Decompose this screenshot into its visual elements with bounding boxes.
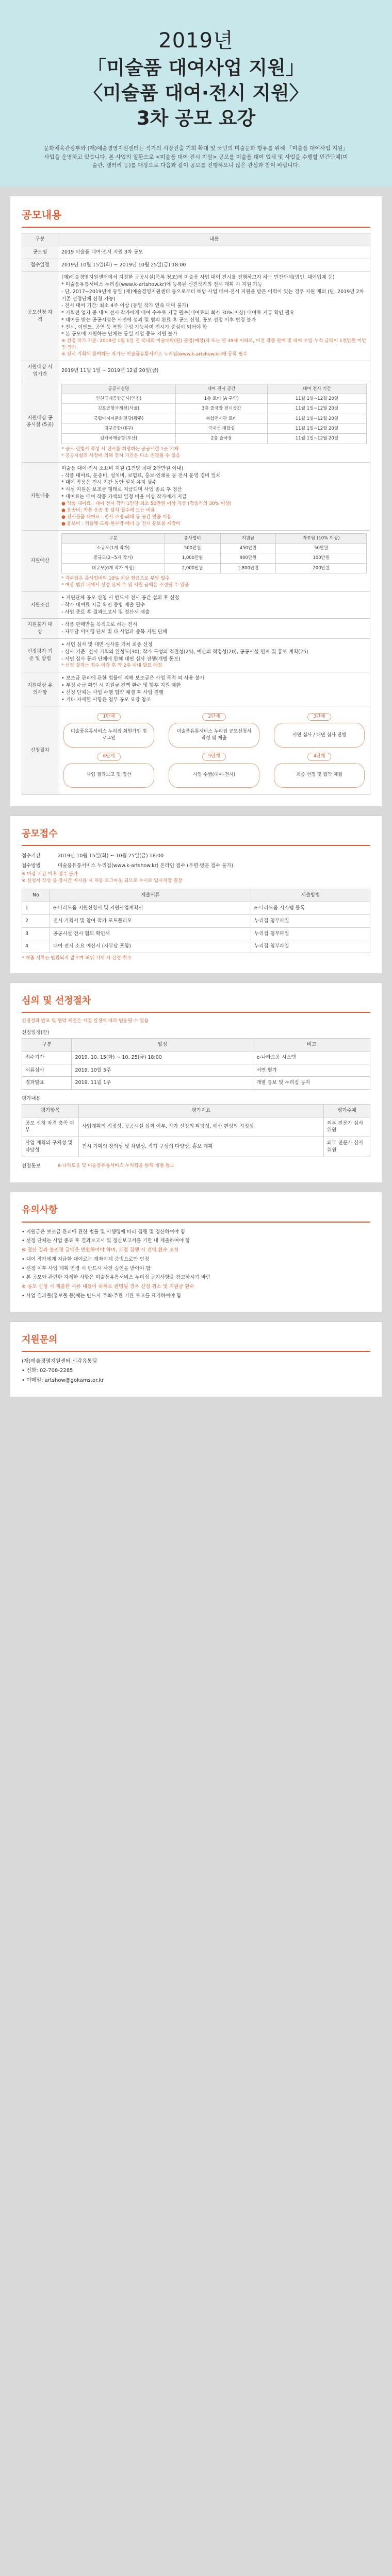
cell: 11월 1일~12월 20일 bbox=[267, 404, 366, 414]
table-row bbox=[22, 902, 370, 915]
row-value bbox=[58, 592, 370, 619]
cell: 50만원 bbox=[276, 544, 367, 553]
process-step bbox=[63, 753, 154, 787]
table-row bbox=[62, 563, 367, 573]
cell: 누리집 첨부파일 bbox=[251, 914, 370, 927]
cell: 11월 1일~12월 20일 bbox=[267, 414, 366, 423]
note-line: * 공모 신청서 작성 시 전시를 희망하는 공공시설 1곳 기재 * 공공시설의 사정에 의해 전시 기간은 다소 변경될 수 있음 bbox=[61, 446, 181, 459]
table-row bbox=[22, 1137, 370, 1157]
cell: 서류심사 bbox=[22, 1064, 72, 1077]
row-key: 공모신청 자격 bbox=[22, 272, 58, 361]
step-label: 4단계 bbox=[307, 753, 331, 760]
note-item: • 사업 결과물(홍보물 등)에는 반드시 주최·주관 기관 로고를 표기하여야 함 bbox=[22, 1293, 182, 1299]
step-label: 2단계 bbox=[202, 713, 225, 721]
note-item: • 선정 단체는 사업 종료 후 결과보고서 및 정산보고서를 기한 내 제출하여야 함 bbox=[22, 1238, 190, 1244]
evaluation-table bbox=[22, 1104, 370, 1157]
text-line: • 기타 자세한 사항은 첨부 공모 요강 참조 bbox=[61, 697, 151, 703]
row-value bbox=[58, 462, 370, 530]
note-line: * 제출 서류는 반환되지 않으며 허위 기재 시 선정 취소 bbox=[22, 956, 132, 961]
step-text: 최종 선정 및 협약 체결 bbox=[274, 763, 365, 788]
cell: 외부 전문가 심사위원 bbox=[324, 1137, 370, 1157]
note-line: * 자부담은 총사업비의 10% 이상 현금으로 부담 필수 * 예산 범위 내에서 선정 단체 수 및 지원 금액은 조정될 수 있음 bbox=[61, 576, 189, 588]
row-key: 지원예산 bbox=[22, 530, 58, 591]
text-line: * 본 공모에 지원하는 단체는 동일 사업 중복 지원 불가 bbox=[61, 331, 177, 337]
text-line: - 전시 대여 기간: 최소 4주 이상 (동일 작가 연속 대여 불가) bbox=[61, 303, 189, 309]
note-line: 선정결과 발표 및 협약 체결은 사업 일정에 따라 변동될 수 있음 bbox=[22, 1019, 149, 1024]
text-line: * 미술품유통서비스 누리집(www.k-artshow.kr)에 등록된 신진작가의 전시 계획 시 지원 가능 bbox=[61, 282, 263, 288]
cell: 1,800만원 bbox=[220, 563, 276, 573]
table-row bbox=[22, 259, 370, 272]
row-key: 지원대상 사업기간 bbox=[22, 361, 58, 381]
row-value bbox=[58, 381, 370, 462]
table-row bbox=[22, 530, 370, 591]
table-row bbox=[22, 1051, 370, 1064]
row-value bbox=[58, 530, 370, 591]
col-header: 구분 bbox=[22, 233, 58, 246]
section-contact bbox=[10, 1321, 382, 1397]
row-key: 선정평가 기준 및 방법 bbox=[22, 639, 58, 672]
note-line: ● 전시물품 대여료 : 전시 조명·좌대 등 공간 연출 비용 bbox=[61, 514, 172, 520]
table-row bbox=[62, 394, 367, 404]
section-selection bbox=[10, 982, 382, 1182]
col-header: 제출서류 bbox=[50, 889, 251, 902]
table-row bbox=[62, 434, 367, 444]
hero-banner bbox=[0, 0, 392, 187]
cell: 200만원 bbox=[276, 563, 367, 573]
row-key: 지원불가 대상 bbox=[22, 619, 58, 639]
col-header: 내용 bbox=[58, 233, 370, 246]
contact-email[interactable]: • 이메일: artshow@gokams.or.kr bbox=[22, 1377, 104, 1383]
cell: 대규모(6개 작가 이상) bbox=[62, 563, 165, 573]
cell: 4 bbox=[22, 940, 50, 953]
text-line: • 부정 수급 확인 시 지원금 전액 환수 및 향후 지원 제한 bbox=[61, 683, 181, 689]
col-header: 대여 전시 공간 bbox=[175, 384, 267, 394]
cell: e-나라도움 시스템 bbox=[253, 1051, 370, 1064]
cell: 김해국제공항(부산) bbox=[62, 434, 176, 444]
cell: 국내선 대합실 bbox=[175, 424, 267, 434]
cell: 2 bbox=[22, 914, 50, 927]
text-line: * 기획전 업자 중 대여 전시 작가에게 대여 수수료 지급 필수(대여료의 최소 30% 이상) 대여료 지급 확인 필요 bbox=[61, 310, 295, 316]
info-key: 선정통보 bbox=[22, 1163, 41, 1169]
cell: 11월 1일~12월 20일 bbox=[267, 434, 366, 444]
section-title: 공모내용 bbox=[22, 208, 370, 228]
row-value: 2019 미술품 대여·전시 지원 3차 공모 bbox=[58, 246, 370, 259]
col-header: 제출방법 bbox=[251, 889, 370, 902]
section-title: 심의 및 선정절차 bbox=[22, 994, 370, 1013]
hero-description: 문화체육관광부와 (재)예술경영지원센터는 작가의 시장진출 기회 확대 및 국민의 미술문화 향유를 위해 「미술품 대여사업 지원」 사업을 운영하고 있습니다. 본 사업의 일환으로 <미술품 대여·전시 지원> 공모를 미술품 대여 업체 및 사업을 수행할 민간단체(미술관, 갤러리 등)를 대상으로 다음과 같이 공모를 진행하오니 많은 관심과 참여 바랍니다. bbox=[44, 145, 348, 169]
cell: 3 bbox=[22, 927, 50, 940]
info-row bbox=[22, 1161, 370, 1172]
section-application bbox=[10, 816, 382, 974]
note-item: • 대여 작가에게 지급한 대여료는 계좌이체 증빙으로만 인정 bbox=[22, 1256, 149, 1262]
step-label: 1단계 bbox=[97, 713, 120, 721]
note-line: ● 홍보비 : 리플렛·도록·현수막·배너 등 전시 홍보물 제작비 bbox=[61, 521, 181, 527]
cell: 소규모(1개 작가) bbox=[62, 544, 165, 553]
cell: 사업계획의 적정성, 공공시설 섭외 여부, 작가 선정의 타당성, 예산 편성의 적정성 bbox=[79, 1117, 324, 1137]
note-line: ● 운송비: 작품 운송 및 설치·철수에 드는 비용 bbox=[61, 507, 155, 513]
col-header: 대여 전시 기간 bbox=[267, 384, 366, 394]
row-value: 2019년 10월 15일(화) ~ 2019년 10월 25일(금) 18:00 bbox=[58, 259, 370, 272]
table-row bbox=[22, 619, 370, 639]
budget-table bbox=[61, 533, 367, 573]
hero-year: 2019년 bbox=[158, 29, 234, 53]
info-key: 평가내용 bbox=[22, 1096, 41, 1102]
section-title: 유의사항 bbox=[22, 1204, 370, 1222]
cell: 중규모(2~5개 작가) bbox=[62, 553, 165, 563]
cell: 1층 로비 (A 구역) bbox=[175, 394, 267, 404]
table-row bbox=[22, 940, 370, 953]
row-key: 지원대상 유의사항 bbox=[22, 672, 58, 706]
process-step bbox=[274, 753, 365, 787]
info-row bbox=[22, 851, 370, 861]
cell: 외부 전문가 심사위원 bbox=[324, 1117, 370, 1137]
row-value bbox=[58, 272, 370, 361]
col-header: 평가지표 bbox=[79, 1104, 324, 1117]
step-text: 서면 심사 / 대면 심사 진행 bbox=[274, 723, 365, 748]
documents-table bbox=[22, 889, 370, 953]
text-line: 미술품 대여·전시 소요비 지원 (1건당 최대 2천만원 이내) bbox=[61, 465, 184, 471]
table-row bbox=[22, 1077, 370, 1090]
table-row bbox=[22, 639, 370, 672]
table-row bbox=[22, 927, 370, 940]
text-line: * 전시, 이벤트, 공연 등 복합 구성 가능하며 전시가 중심이 되어야 함 bbox=[61, 324, 207, 330]
cell: 대구공항(대구) bbox=[62, 424, 176, 434]
table-row bbox=[22, 1064, 370, 1077]
cell: 결과발표 bbox=[22, 1077, 72, 1090]
cell: 100만원 bbox=[276, 553, 367, 563]
step-text: 사업 수행(대여·전시) bbox=[169, 763, 259, 788]
hero-title-line1: 「미술품 대여사업 지원」 bbox=[87, 57, 305, 79]
cell: 500만원 bbox=[165, 544, 220, 553]
cell: e-나라도움 시스템 등록 bbox=[251, 902, 370, 915]
contact-org: (재)예술경영지원센터 시각유통팀 bbox=[22, 1358, 97, 1364]
cell: 2,000만원 bbox=[165, 563, 220, 573]
col-header: 공공시설명 bbox=[62, 384, 176, 394]
note-line: * 선정 결과는 접수 마감 후 약 2주 이내 발표 예정 bbox=[61, 663, 162, 669]
table-row bbox=[22, 672, 370, 706]
cell: 복합전시관 로비 bbox=[175, 414, 267, 423]
text-line: * 대여를 받는 공공시설은 사전에 섭외 및 협의 완료 후 공모 신청, 공모 선정 이후 변경 불가 bbox=[61, 317, 256, 323]
cell: 누리집 첨부파일 bbox=[251, 940, 370, 953]
text-line: • 보조금 관리에 관한 법률에 의해 보조금은 사업 목적 외 사용 불가 bbox=[61, 675, 205, 682]
cell: 공공시설 전시 협의 확인서 bbox=[50, 927, 251, 940]
section-notes bbox=[10, 1192, 382, 1312]
text-line: - 자부담 미이행 단체 및 타 사업과 중복 지원 단체 bbox=[61, 629, 167, 635]
step-label: 6단계 bbox=[97, 753, 120, 760]
contact-phone: • 전화: 02-708-2285 bbox=[22, 1368, 73, 1374]
table-row bbox=[22, 246, 370, 259]
cell: 김포공항국제선(서울) bbox=[62, 404, 176, 414]
col-header: 일정 bbox=[72, 1039, 253, 1052]
note-line: ※ 선정 작가 기준: 2019년 1월 1일 전 국내외 미술대학(원) 졸업(예정)자 또는 만 39세 이하로, 이전 작품 판매 및 대여 수입 누적 금액이 1천만원 미만인 작가 bbox=[61, 338, 367, 351]
info-value: 미술품유통서비스 누리집(www.k-artshow.kr) 온라인 접수 (우편·방문 접수 불가) bbox=[58, 863, 234, 869]
info-value: 2019년 10월 15일(화) ~ 10월 25일(금) 18:00 bbox=[58, 853, 164, 859]
col-header: 구분 bbox=[22, 1039, 72, 1052]
table-row bbox=[22, 592, 370, 619]
note-item: ※ 정산 결과 불인정 금액은 반환하여야 하며, 부정 집행 시 전액 환수 조치 bbox=[22, 1247, 179, 1253]
step-text: 미술품유통서비스 누리집 공모신청서 작성 및 제출 bbox=[169, 723, 259, 748]
row-key: 지원내용 bbox=[22, 462, 58, 530]
row-key: 지원대상 공공시설 (5곳) bbox=[22, 381, 58, 462]
note-line: ● 작품 대여료 : 대여 전시 작가 1인당 최소 50만원 이상 지급 (작품가의 30% 이상) bbox=[61, 501, 232, 506]
row-value: 2019년 11월 1일 ~ 2019년 12월 20일(금) bbox=[58, 361, 370, 381]
cell: 서면 평가 bbox=[253, 1064, 370, 1077]
facility-table bbox=[61, 384, 367, 444]
cell: 11월 1일~12월 20일 bbox=[267, 424, 366, 434]
text-line: • 서면 심사 및 대면 심사를 거쳐 최종 선정 bbox=[61, 642, 153, 648]
text-line: (재)예술경영지원센터에서 지정한 공공시설(목록 첨조)에 미술품 사업 대여 전시를 진행하고자 하는 민간단체(법인, 대여업체 등) bbox=[61, 275, 335, 281]
text-line: - 작품 판매만을 목적으로 하는 전시 bbox=[61, 622, 138, 628]
cell: 900만원 bbox=[220, 553, 276, 563]
info-key: 선정일정(안) bbox=[22, 1030, 50, 1036]
text-line: - 단, 2017~2019년에 동일 (재)예술경영지원센터 등으로부터 해당 사업 대여·전시 지원을 받은 이력이 있는 경우 지원 제외 (단, 2019년 2차 기존 선정단체 신청 가능) bbox=[61, 289, 364, 302]
info-value: e-나라도움 및 미술품유통서비스 누리집을 통해 개별 통보 bbox=[58, 1163, 174, 1168]
cell: 국립아시아문화전당(광주) bbox=[62, 414, 176, 423]
cell: 450만원 bbox=[220, 544, 276, 553]
col-header: 평가항목 bbox=[22, 1104, 79, 1117]
table-row bbox=[22, 1117, 370, 1137]
cell: 전시 기획의 창의성 및 차별성, 작가 구성의 다양성, 홍보 계획 bbox=[79, 1137, 324, 1157]
table-row bbox=[62, 553, 367, 563]
text-line: • 선정 단체는 사업 수행 협약 체결 후 사업 진행 bbox=[61, 689, 164, 696]
section-title: 공모접수 bbox=[22, 827, 370, 846]
col-header: 자부담 (10% 이상) bbox=[276, 533, 367, 543]
table-row bbox=[22, 462, 370, 530]
process-step bbox=[169, 713, 259, 748]
info-row bbox=[22, 1028, 370, 1038]
cell: 2019. 11월 1주 bbox=[72, 1077, 253, 1090]
text-line: - 작품 대여료, 운송비, 설치비, 보험료, 홍보·인쇄물 등 전시 운영 경비 일체 bbox=[61, 472, 221, 479]
hero-title-line2: 〈미술품 대여·전시 지원〉 bbox=[84, 81, 308, 104]
row-key: 지원조건 bbox=[22, 592, 58, 619]
schedule-table bbox=[22, 1038, 370, 1090]
note-item: • 선정 이후 사업 계획 변경 시 반드시 사전 승인을 받아야 함 bbox=[22, 1265, 151, 1272]
row-value bbox=[58, 619, 370, 639]
row-key: 공모명 bbox=[22, 246, 58, 259]
step-label: 3단계 bbox=[307, 713, 331, 721]
cell: e-나라도움 지원신청서 및 지원사업계획서 bbox=[50, 902, 251, 915]
note-line: ※ 신청서 작성 중 장시간 미사용 시 자동 로그아웃 되므로 수시로 임시저장 권장 bbox=[22, 878, 183, 884]
text-line: * 대여료는 대여 작품 가액의 일정 비율 이상 작가에게 지급 bbox=[61, 494, 187, 500]
col-header: 지원금 bbox=[220, 533, 276, 543]
cell: 1 bbox=[22, 902, 50, 915]
text-line: • 지원단체 공모 신청 시 반드시 전시 공간 섭외 후 신청 bbox=[61, 595, 179, 601]
cell: 2019. 10월 5주 bbox=[72, 1064, 253, 1077]
cell: 전시 기획서 및 참여 작가 포트폴리오 bbox=[50, 914, 251, 927]
step-text: 미술품유통서비스 누리집 회원가입 및 로그인 bbox=[63, 723, 154, 748]
row-value bbox=[58, 672, 370, 706]
process-step bbox=[274, 713, 365, 748]
row-value bbox=[58, 706, 370, 794]
note-item: • 지원금은 보조금 관리에 관한 법률 및 시행령에 따라 집행 및 정산하여야 함 bbox=[22, 1229, 186, 1235]
note-line: ※ 마감 시간 이후 접수 불가 bbox=[22, 872, 78, 877]
process-step bbox=[169, 753, 259, 787]
table-row bbox=[62, 404, 367, 414]
text-line: * 시설 지원은 보조금 형태로 지급되며 사업 종료 후 정산 bbox=[61, 487, 182, 493]
contents-table bbox=[22, 233, 370, 795]
row-key: 신청절차 bbox=[22, 706, 58, 794]
table-row bbox=[22, 272, 370, 361]
cell: 1,000만원 bbox=[165, 553, 220, 563]
hero-title-line3: 3차 공모 요강 bbox=[136, 107, 256, 129]
process-step bbox=[63, 713, 154, 748]
cell: 인천국제공항공사(인천) bbox=[62, 394, 176, 404]
step-text: 사업 결과보고 및 정산 bbox=[63, 763, 154, 788]
cell: 3층 출국장 전시공간 bbox=[175, 404, 267, 414]
table-row bbox=[22, 706, 370, 794]
text-line: - 사업 종료 후 결과보고서 및 정산서 제출 bbox=[61, 609, 150, 615]
cell: 사업 계획의 구체성 및 타당성 bbox=[22, 1137, 79, 1157]
cell: 11월 1일~12월 20일 bbox=[267, 394, 366, 404]
note-item: • 본 공모와 관련한 자세한 사항은 미술품유통서비스 누리집 공지사항을 참고하시기 바람 bbox=[22, 1275, 211, 1281]
table-row bbox=[62, 424, 367, 434]
table-row bbox=[22, 914, 370, 927]
step-label: 5단계 bbox=[202, 753, 225, 760]
info-key: 접수방법 bbox=[22, 863, 41, 869]
table-row bbox=[22, 381, 370, 462]
text-line: * 대여 작품은 전시 기간 동안 설치 유지 필수 bbox=[61, 480, 157, 486]
note-item: ※ 공모 신청 시 제출한 서류 내용이 허위로 판명될 경우 선정 취소 및 지원금 환수 bbox=[22, 1284, 194, 1290]
table-row bbox=[62, 544, 367, 553]
text-line: - 심사 기준: 전시 기획의 완성도(30), 작가 구성의 적절성(25), 예산의 적정성(20), 공공시설 연계 및 홍보 계획(25) bbox=[61, 649, 308, 655]
note-line: ※ 전시 기획에 참여하는 작가는 미술품유통서비스 누리집(www.k-artshow.kr)에 등록 필수 bbox=[61, 352, 248, 358]
cell: 개별 통보 및 누리집 공지 bbox=[253, 1077, 370, 1090]
col-header: No bbox=[22, 889, 50, 902]
cell: 공모 신청 자격 충족 여부 bbox=[22, 1117, 79, 1137]
row-key: 접수일정 bbox=[22, 259, 58, 272]
info-row bbox=[22, 861, 370, 871]
process-steps bbox=[61, 709, 367, 791]
section-contents bbox=[10, 196, 382, 806]
info-key: 접수기간 bbox=[22, 853, 41, 859]
text-line: - 서면 심사 통과 단체에 한해 대면 심사 진행(개별 통보) bbox=[61, 656, 181, 662]
col-header: 구분 bbox=[62, 533, 165, 543]
text-line: - 작가 대여료 지급 확인 증빙 제출 필수 bbox=[61, 602, 145, 608]
row-value bbox=[58, 639, 370, 672]
cell: 대여 전시 소요 예산서 (자부담 포함) bbox=[50, 940, 251, 953]
info-row bbox=[22, 1094, 370, 1104]
col-header: 총사업비 bbox=[165, 533, 220, 543]
cell: 2층 출국장 bbox=[175, 434, 267, 444]
cell: 누리집 첨부파일 bbox=[251, 927, 370, 940]
col-header: 평가주체 bbox=[324, 1104, 370, 1117]
table-row bbox=[62, 414, 367, 423]
col-header: 비고 bbox=[253, 1039, 370, 1052]
cell: 접수기간 bbox=[22, 1051, 72, 1064]
cell: 2019. 10. 15(화) ~ 10. 25(금) 18:00 bbox=[72, 1051, 253, 1064]
table-row bbox=[22, 361, 370, 381]
section-title: 지원문의 bbox=[22, 1333, 370, 1352]
